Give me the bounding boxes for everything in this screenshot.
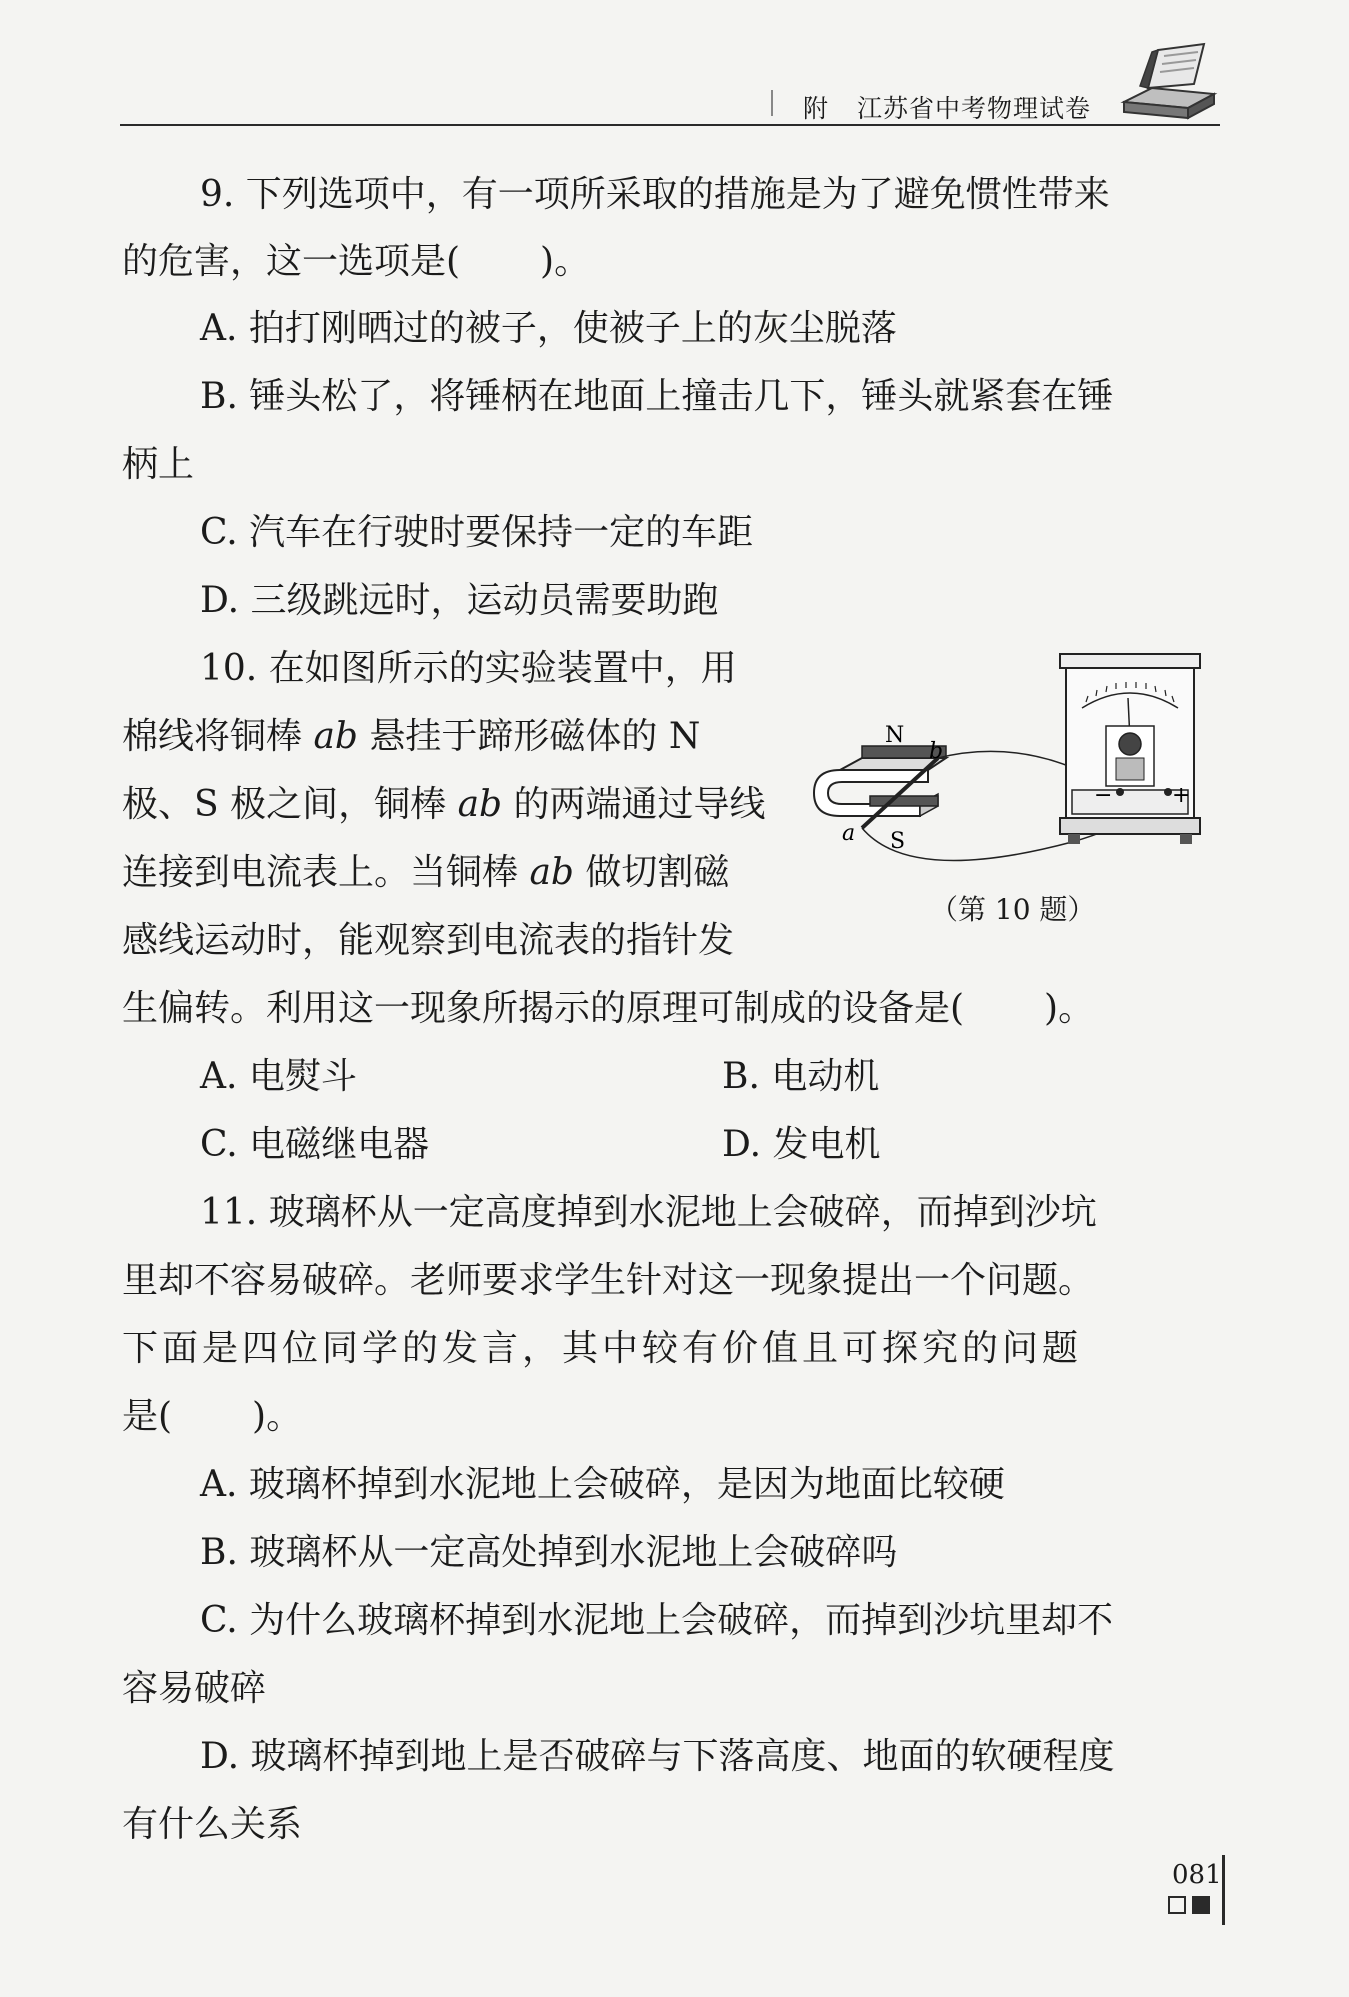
q9-option-c: C. 汽车在行驶时要保持一定的车距 — [200, 512, 754, 553]
header-appendix-label: 附 — [803, 94, 831, 123]
q10-text: )。 — [1044, 988, 1095, 1029]
label-a: a — [842, 821, 856, 846]
q11-option-a: A. 玻璃杯掉到水泥地上会破碎，是因为地面比较硬 — [200, 1464, 1005, 1505]
q10-apparatus-figure — [810, 640, 1210, 880]
q9-stem-close: )。 — [540, 241, 591, 282]
footer-rule — [1222, 1855, 1225, 1925]
q9-option-d: D. 三级跳远时，运动员需要助跑 — [200, 580, 719, 621]
q11-stem-line-2: 里却不容易破碎。老师要求学生针对这一现象提出一个问题。 — [122, 1260, 1095, 1301]
outline-square-icon — [1168, 1896, 1186, 1914]
q10-text: 悬挂于蹄形磁体的 N — [357, 716, 701, 757]
figure-caption: （第 10 题） — [930, 893, 1096, 926]
q10-text: 生偏转。利用这一现象所揭示的原理可制成的设备是( — [122, 988, 965, 1029]
q10-text: 连接到电流表上。当铜棒 — [122, 852, 530, 893]
q10-text: 的两端通过导线 — [502, 784, 766, 825]
ammeter-plus: + — [1172, 783, 1191, 808]
q11-stem-line-3: 下面是四位同学的发言，其中较有价值且可探究的问题 — [122, 1328, 1083, 1369]
q11-stem-line-4 — [122, 1392, 302, 1442]
q10-stem-line-3 — [122, 780, 766, 830]
q10-ab-italic: ab — [313, 716, 358, 757]
horseshoe-magnet — [814, 746, 946, 816]
q9-stem-text: 的危害，这一选项是( — [122, 241, 461, 282]
q10-text: 极、S 极之间，铜棒 — [122, 784, 458, 825]
q10-option-b: B. 电动机 — [722, 1056, 880, 1097]
q9-option-b-cont: 柄上 — [122, 444, 195, 485]
q10-option-c: C. 电磁继电器 — [200, 1124, 430, 1165]
page-number: 081 — [1172, 1860, 1222, 1890]
q10-stem-line-4 — [122, 848, 729, 898]
q9-stem-line-1: 9. 下列选项中，有一项所采取的措施是为了避免惯性带来 — [200, 174, 1110, 215]
q10-stem-line-2 — [122, 712, 700, 762]
q10-text: 做切割磁 — [573, 852, 730, 893]
q11-option-b: B. 玻璃杯从一定高处掉到水泥地上会破碎吗 — [200, 1532, 898, 1573]
q11-option-d-cont: 有什么关系 — [122, 1804, 303, 1845]
q9-option-b: B. 锤头松了，将锤柄在地面上撞击几下，锤头就紧套在锤 — [200, 376, 1114, 417]
q10-stem-line-6 — [122, 984, 1094, 1034]
q9-option-a: A. 拍打刚晒过的被子，使被子上的灰尘脱落 — [200, 308, 897, 349]
q11-text: 是( — [122, 1396, 173, 1437]
q10-ab-italic: ab — [457, 784, 503, 825]
book-stack-icon — [1118, 42, 1218, 120]
q11-text: )。 — [252, 1396, 303, 1437]
filled-square-icon — [1192, 1896, 1210, 1914]
q10-stem-line-5: 感线运动时，能观察到电流表的指针发 — [122, 920, 735, 961]
q10-text: 棉线将铜棒 — [122, 716, 314, 757]
label-n: N — [885, 723, 905, 748]
q10-option-d: D. 发电机 — [722, 1124, 881, 1165]
ammeter — [1060, 654, 1200, 844]
label-b: b — [929, 739, 944, 764]
q10-stem-line-1: 10. 在如图所示的实验装置中，用 — [200, 648, 737, 689]
header-rule — [120, 124, 1220, 126]
q11-option-c: C. 为什么玻璃杯掉到水泥地上会破碎，而掉到沙坑里却不 — [200, 1600, 1114, 1641]
ammeter-minus: − — [1094, 783, 1113, 808]
q10-ab-italic: ab — [529, 852, 574, 893]
header-title: 江苏省中考物理试卷 — [857, 94, 1092, 123]
q11-stem-line-1: 11. 玻璃杯从一定高度掉到水泥地上会破碎，而掉到沙坑 — [200, 1192, 1097, 1233]
q10-option-a: A. 电熨斗 — [200, 1056, 357, 1097]
q11-option-c-cont: 容易破碎 — [122, 1668, 267, 1709]
q9-stem-line-2 — [122, 237, 590, 287]
header-tick-mark — [771, 90, 773, 116]
q11-option-d: D. 玻璃杯掉到地上是否破碎与下落高度、地面的软硬程度 — [200, 1736, 1115, 1777]
label-s: S — [890, 829, 906, 854]
